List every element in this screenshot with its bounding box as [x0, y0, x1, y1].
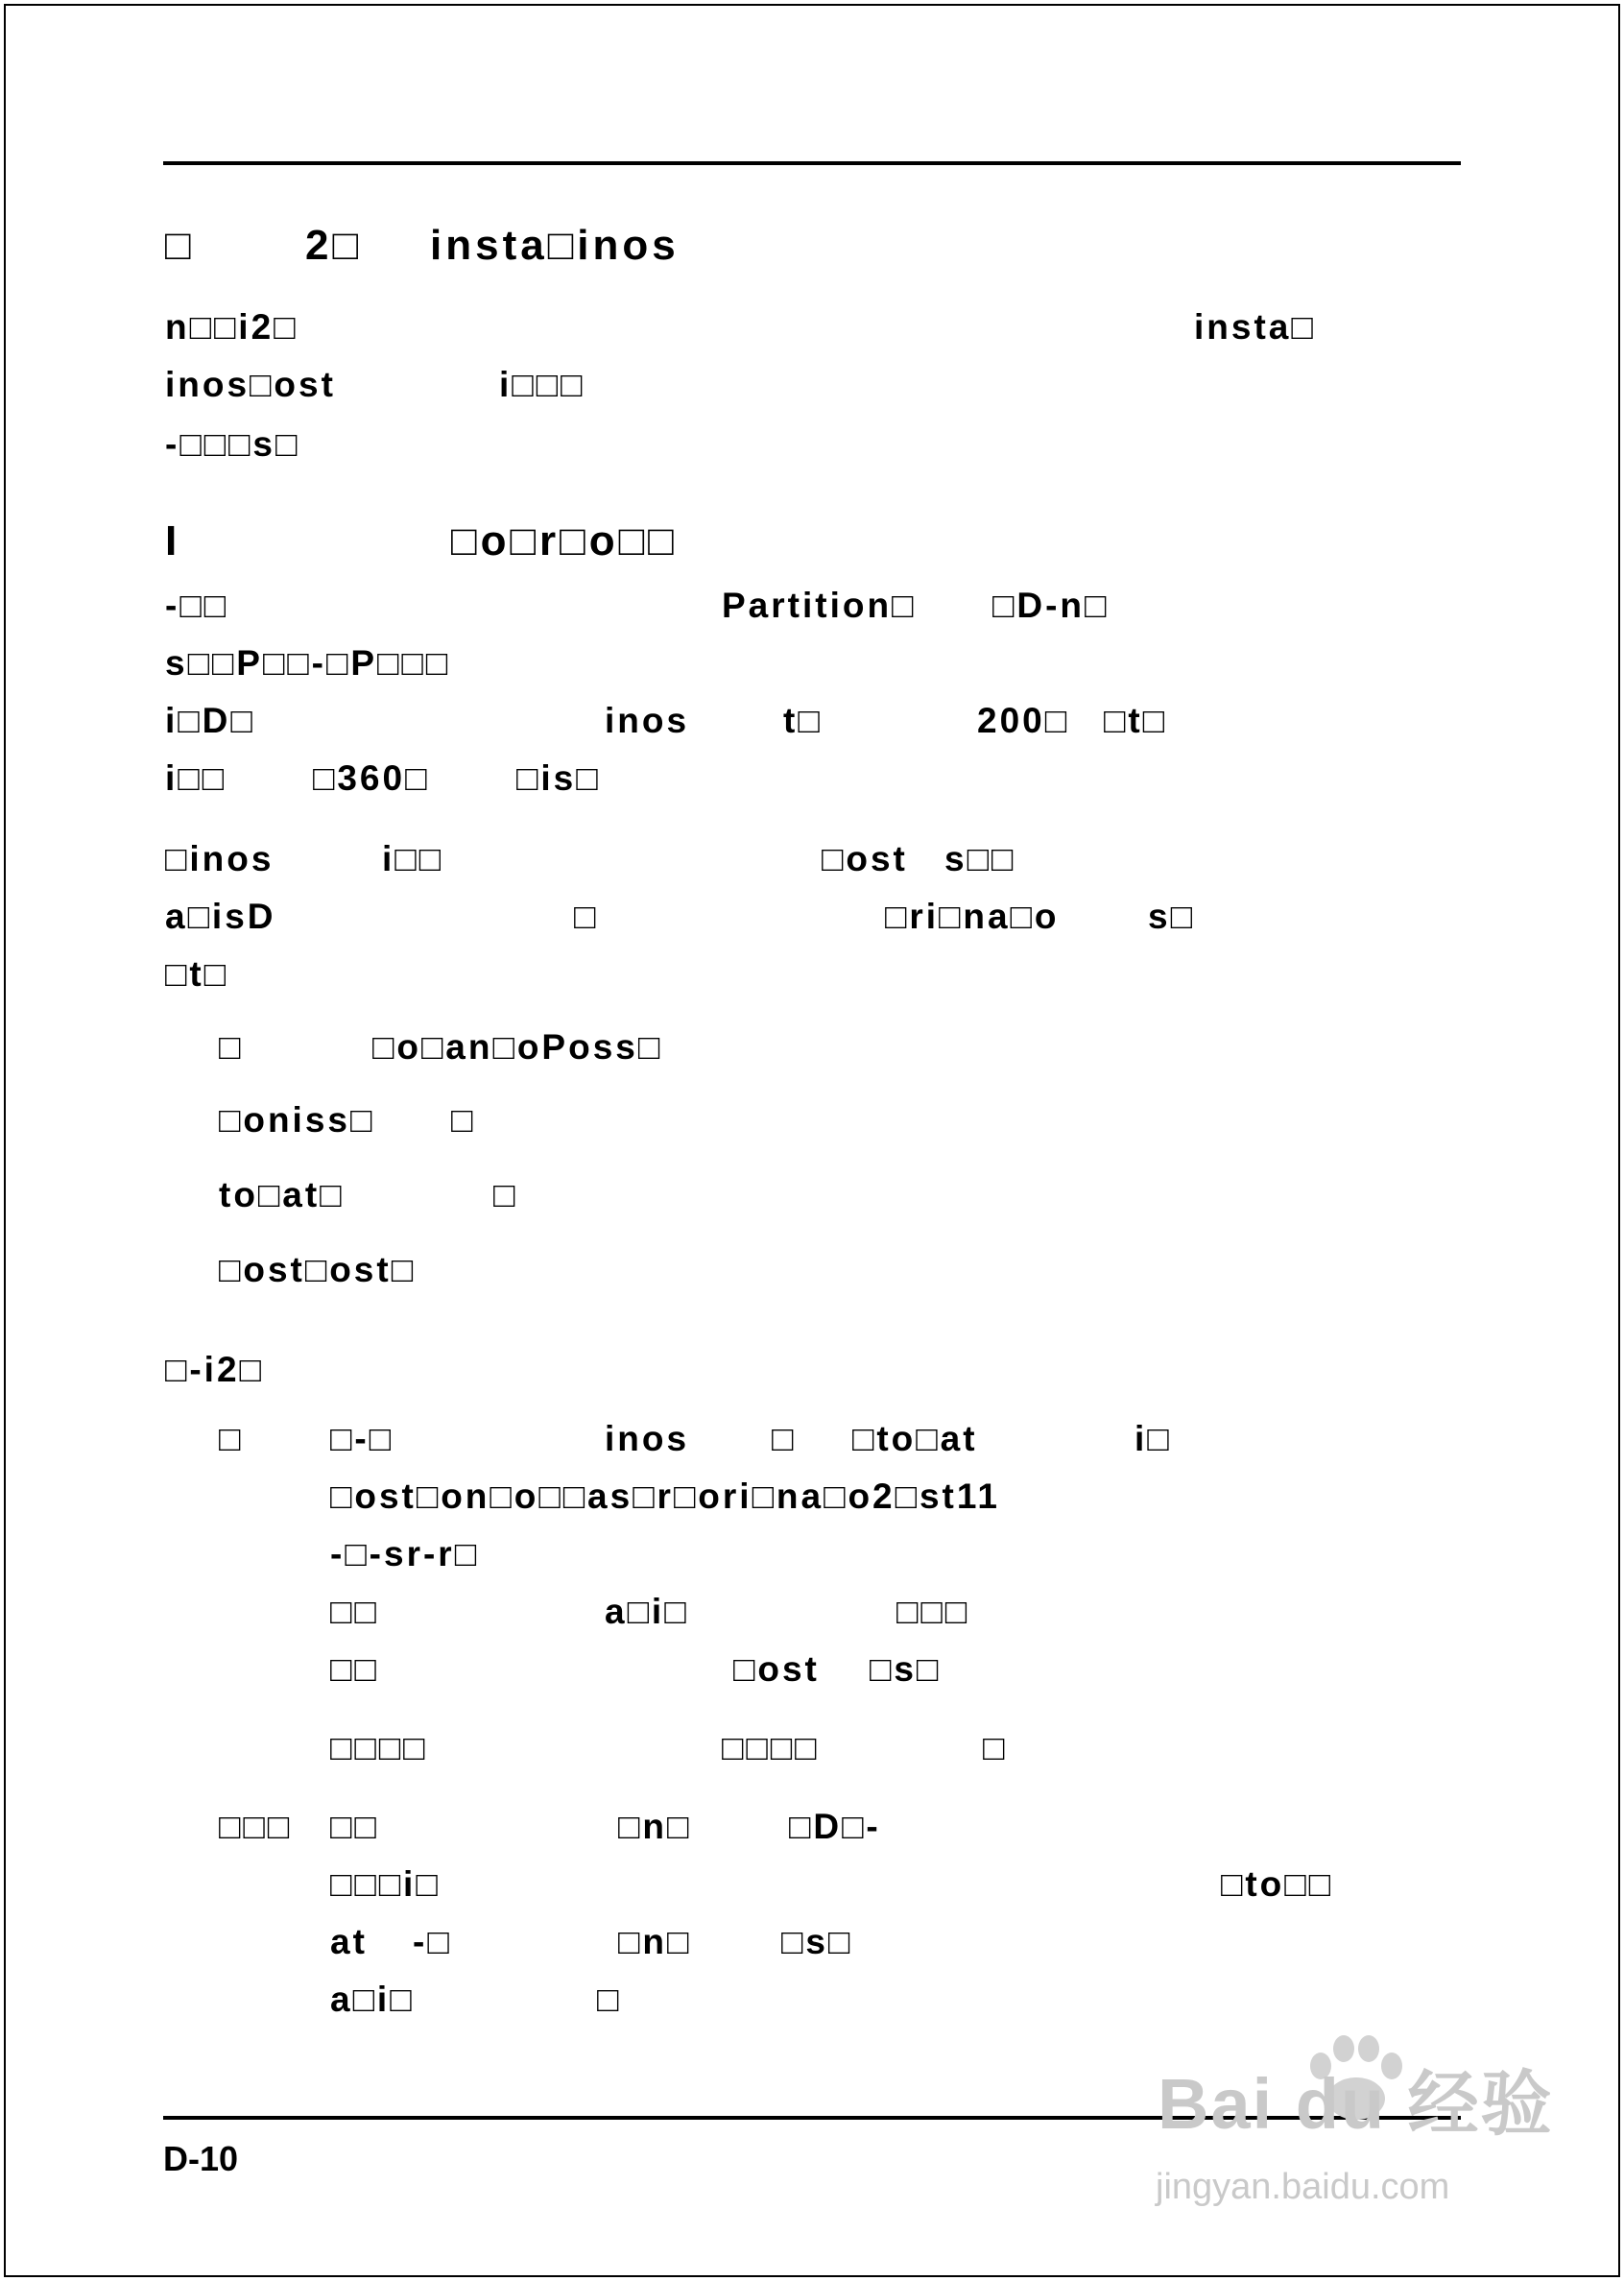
para2-line1-a: -□□ [165, 586, 229, 625]
page-title: insta□inos [430, 222, 680, 269]
step2-line3-a: at [330, 1922, 368, 1961]
para2-line4-b: □360□ [313, 758, 430, 798]
para3-line2-a: a□isD [165, 897, 276, 936]
step1-line4-a: □□ [330, 1592, 379, 1631]
para3-line1-c: □ost [822, 839, 908, 878]
para2-line3-a: i□D□ [165, 701, 255, 740]
step2-line4-a: a□i□ [330, 1980, 415, 2019]
step1-line6-c: □ [983, 1728, 1008, 1767]
para2-line2: s□□P□□-□P□□□ [165, 643, 451, 683]
step1-line4-c: □□□ [896, 1592, 970, 1631]
intro-line2-b: i□□□ [499, 365, 585, 404]
step1-line1-b: inos [605, 1419, 690, 1458]
heading-number: □ [165, 222, 195, 269]
watermark-brand: Bai du 经验 [1158, 2064, 1554, 2144]
step1-line2: □ost□on□o□□as□r□ori□na□o2□st11 [330, 1477, 1000, 1516]
step2-line3-c: □n□ [618, 1922, 692, 1961]
step1-line5-c: □s□ [870, 1649, 942, 1689]
intro-line3: -□□□s□ [165, 424, 300, 464]
para3-line1-a: □inos [165, 839, 275, 878]
sub-heading: □-i2□ [165, 1350, 264, 1389]
top-rule [163, 161, 1461, 165]
para3-line2-d: s□ [1148, 897, 1195, 936]
intro-line2-a: inos□ost [165, 365, 336, 404]
step2-line2-a: □□□i□ [330, 1864, 441, 1904]
intro-line1-a: n□□i2□ [165, 307, 299, 347]
step1-line4-b: a□i□ [605, 1592, 689, 1631]
para3-line2-b: □ [574, 897, 599, 936]
step2-line3-b: -□ [413, 1922, 452, 1961]
step2-number: □□□ [219, 1807, 293, 1846]
step2-line1-b: □n□ [618, 1807, 692, 1846]
para2-line3-c: t□ [783, 701, 823, 740]
page-number: D-10 [163, 2139, 239, 2178]
step2-line2-b: □to□□ [1221, 1864, 1333, 1904]
step1-line1-d: □to□at [852, 1419, 978, 1458]
step1-line6-b: □□□□ [722, 1728, 820, 1767]
step1-line1-a: □-□ [330, 1419, 394, 1458]
para2-line1-b: Partition□ [722, 586, 917, 625]
heading-chapter: 2□ [305, 222, 363, 269]
para2-line4-c: □is□ [516, 758, 601, 798]
para3-line1-b: i□□ [382, 839, 443, 878]
para2-line3-d: 200□ [977, 701, 1070, 740]
para3-line2-c: □ri□na□o [885, 897, 1060, 936]
step1-number: □ [219, 1419, 244, 1458]
step1-line5-a: □□ [330, 1649, 379, 1689]
para3-line1-d: s□□ [944, 839, 1016, 878]
watermark-url: jingyan.baidu.com [1156, 2167, 1450, 2207]
section-number: I [165, 517, 181, 564]
para2-line1-c: □D-n□ [992, 586, 1110, 625]
list-item-1-marker: □ [219, 1027, 244, 1067]
step2-line4-b: □ [597, 1980, 622, 2019]
list-item-2-suffix: □ [451, 1100, 476, 1140]
step1-line1-e: i□ [1134, 1419, 1172, 1458]
para2-line3-e: □t□ [1104, 701, 1168, 740]
list-item-1-text: □o□an□oPoss□ [372, 1027, 663, 1067]
intro-line1-b: insta□ [1194, 307, 1316, 347]
step1-line3: -□-sr-r□ [330, 1534, 480, 1573]
step1-line5-b: □ost [733, 1649, 820, 1689]
step1-line1-c: □ [772, 1419, 797, 1458]
para2-line3-b: inos [605, 701, 690, 740]
section-title: □o□r□o□□ [451, 517, 678, 564]
para3-line3: □t□ [165, 954, 229, 994]
list-item-2-text: □oniss□ [219, 1100, 375, 1140]
step1-line6-a: □□□□ [330, 1728, 428, 1767]
step2-line1-a: □□ [330, 1807, 379, 1846]
list-item-3-suffix: □ [493, 1175, 518, 1214]
step2-line3-d: □s□ [781, 1922, 853, 1961]
list-item-4-text: □ost□ost□ [219, 1250, 417, 1289]
list-item-3-text: to□at□ [219, 1175, 345, 1214]
step2-line1-c: □D□- [789, 1807, 881, 1846]
para2-line4-a: i□□ [165, 758, 227, 798]
